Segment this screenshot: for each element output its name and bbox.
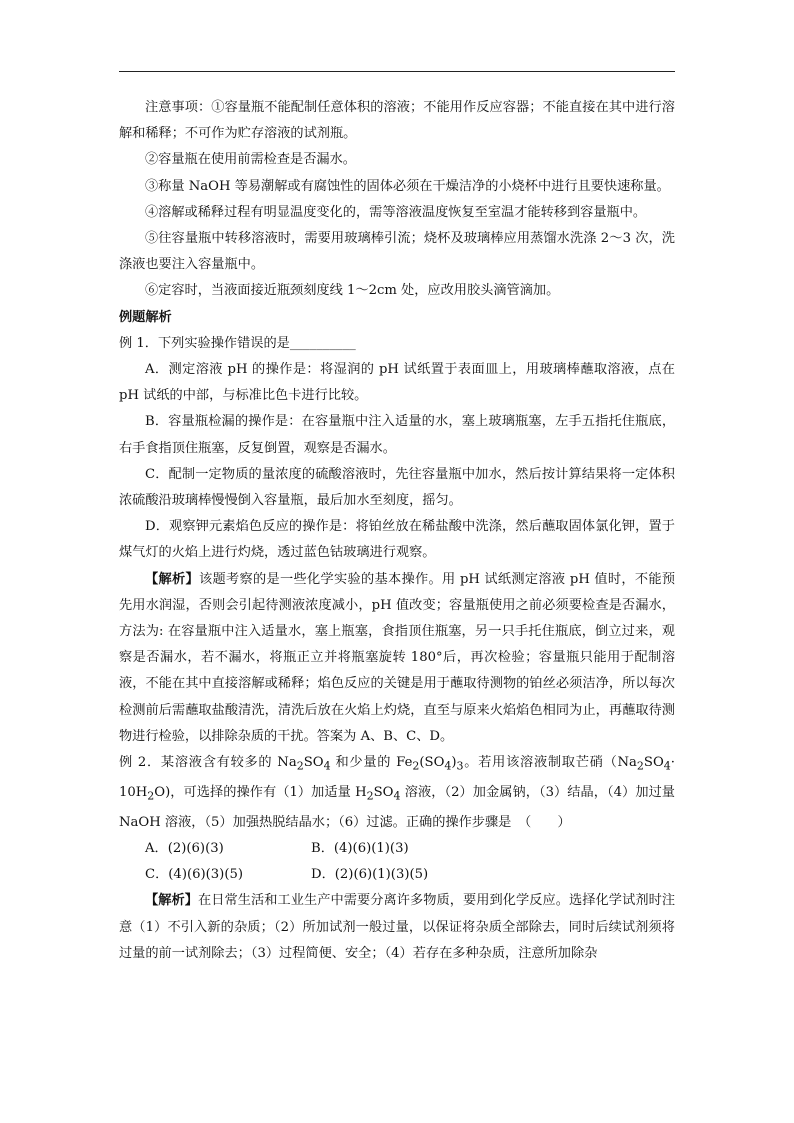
q-text: 。若用该溶液制取芒硝（Na xyxy=(463,755,637,771)
example-1-option-b: B．容量瓶检漏的操作是：在容量瓶中注入适量的水，塞上玻璃瓶塞，左手五指托住瓶底，右手食指顶住瓶塞，反复倒置，观察是否漏水。 xyxy=(119,414,675,456)
example-2-option-b: B．(4)(6)(1)(3) xyxy=(311,840,409,856)
subscript: 4 xyxy=(323,759,331,773)
subscript: 2 xyxy=(412,759,420,773)
q-text: 例 2．某溶液含有较多的 Na xyxy=(119,755,297,771)
subscript: 4 xyxy=(663,759,671,773)
example-2-option-d: D．(2)(6)(1)(3)(5) xyxy=(311,867,429,883)
q-text: 溶液，（2）加金属钠，（3）结晶，（4）加过量 NaOH 溶液，（5）加强热脱结晶水；（6）过滤。正确的操作步骤是 （ ） xyxy=(119,784,675,830)
analysis-text: 在日常生活和工业生产中需要分离许多物质，要用到化学反应。选择化学试剂时注意（1）不引入新的杂质；（2）所加试剂一般过量，以保证将杂质全部除去，同时后续试剂须将过量的前一试剂除去；（3）过程简便、安全；（4）若存在多种杂质，注意所加除杂 xyxy=(119,893,676,961)
note-paragraph-6: ⑥定容时，当液面接近瓶颈刻度线 1～2cm 处，应改用胶头滴管滴加。 xyxy=(145,283,560,299)
subscript: 4 xyxy=(393,789,401,803)
subscript: 2 xyxy=(366,789,374,803)
subscript: 2 xyxy=(147,789,155,803)
subscript: 2 xyxy=(296,759,304,773)
analysis-text: 该题考察的是一些化学实验的基本操作。用 pH 试纸测定溶液 pH 值时，不能预先用水润湿，否则会引起待测液浓度减小，pH 值改变；容量瓶使用之前必须要检查是否漏水，方法为: 在容量瓶中注入适量水，塞上瓶塞，食指顶住瓶塞，另一只手托住瓶底，倒立过来，观察是否漏水，若不漏水，将瓶正立并将瓶塞旋转 180°后，再次检验；容量瓶只能用于配制溶液，不能在其中直接溶解或稀释；焰色反应的关键是用于蘸取待测物的铂丝必须洁净，所以每次检测前后需蘸取盐酸清洗，清洗后放在火焰上灼烧，直至与原来火焰焰色相同为止，再蘸取待测物进行检验，以排除杂质的干扰。答案为 A、B、C、D。 xyxy=(119,571,676,744)
example-2-question xyxy=(119,750,675,836)
q-text: 和少量的 Fe xyxy=(330,755,413,771)
q-text: (SO xyxy=(419,755,445,771)
note-paragraph-1: 注意事项：①容量瓶不能配制任意体积的溶液；不能用作反应容器；不能直接在其中进行溶解和稀释；不可作为贮存溶液的试剂瓶。 xyxy=(119,100,675,142)
subscript: 3 xyxy=(456,759,464,773)
q-text: SO xyxy=(643,755,664,771)
section-title: 例题解析 xyxy=(119,309,172,325)
example-1-question: 例 1．下列实验操作错误的是__________ xyxy=(119,335,356,351)
q-text: SO xyxy=(373,784,394,800)
example-2-options-row-2 xyxy=(119,862,675,888)
example-2-option-c: C．(4)(6)(3)(5) xyxy=(145,867,243,883)
header-rule xyxy=(119,71,675,72)
example-2-options-row-1 xyxy=(119,836,675,862)
analysis-label: 【解析】 xyxy=(145,893,199,909)
q-text: O)，可选择的操作有（1）加适量 H xyxy=(154,784,367,800)
subscript: 4 xyxy=(444,759,452,773)
example-1-option-a: A．测定溶液 pH 的操作是：将湿润的 pH 试纸置于表面皿上，用玻璃棒蘸取溶液，点在 pH 试纸的中部，与标准比色卡进行比较。 xyxy=(119,362,675,404)
note-paragraph-2: ②容量瓶在使用前需检查是否漏水。 xyxy=(145,152,356,168)
example-2-analysis xyxy=(119,888,675,967)
analysis-label: 【解析】 xyxy=(145,571,199,587)
document-body xyxy=(119,95,675,967)
note-paragraph-5: ⑤往容量瓶中转移溶液时，需要用玻璃棒引流；烧杯及玻璃棒应用蒸馏水洗涤 2～3 次，洗涤液也要注入容量瓶中。 xyxy=(119,231,675,273)
note-paragraph-4: ④溶解或稀释过程有明显温度变化的，需等溶液温度恢复至室温才能转移到容量瓶中。 xyxy=(145,204,647,220)
note-paragraph-3: ③称量 NaOH 等易潮解或有腐蚀性的固体必须在干燥洁净的小烧杯中进行且要快速称量。 xyxy=(145,178,670,194)
subscript: 2 xyxy=(636,759,644,773)
q-text: · 10H xyxy=(119,755,675,800)
example-2-option-a: A．(2)(6)(3) xyxy=(145,840,224,856)
q-text: SO xyxy=(303,755,324,771)
example-1-option-d: D．观察钾元素焰色反应的操作是：将铂丝放在稀盐酸中洗涤，然后蘸取固体氯化钾，置于煤气灯的火焰上进行灼烧，透过蓝色钴玻璃进行观察。 xyxy=(119,519,675,561)
q-text: ) xyxy=(451,755,457,771)
example-1-analysis xyxy=(119,567,675,750)
example-1-option-c: C．配制一定物质的量浓度的硫酸溶液时，先往容量瓶中加水，然后按计算结果将一定体积浓硫酸沿玻璃棒慢慢倒入容量瓶，最后加水至刻度，摇匀。 xyxy=(119,466,675,509)
